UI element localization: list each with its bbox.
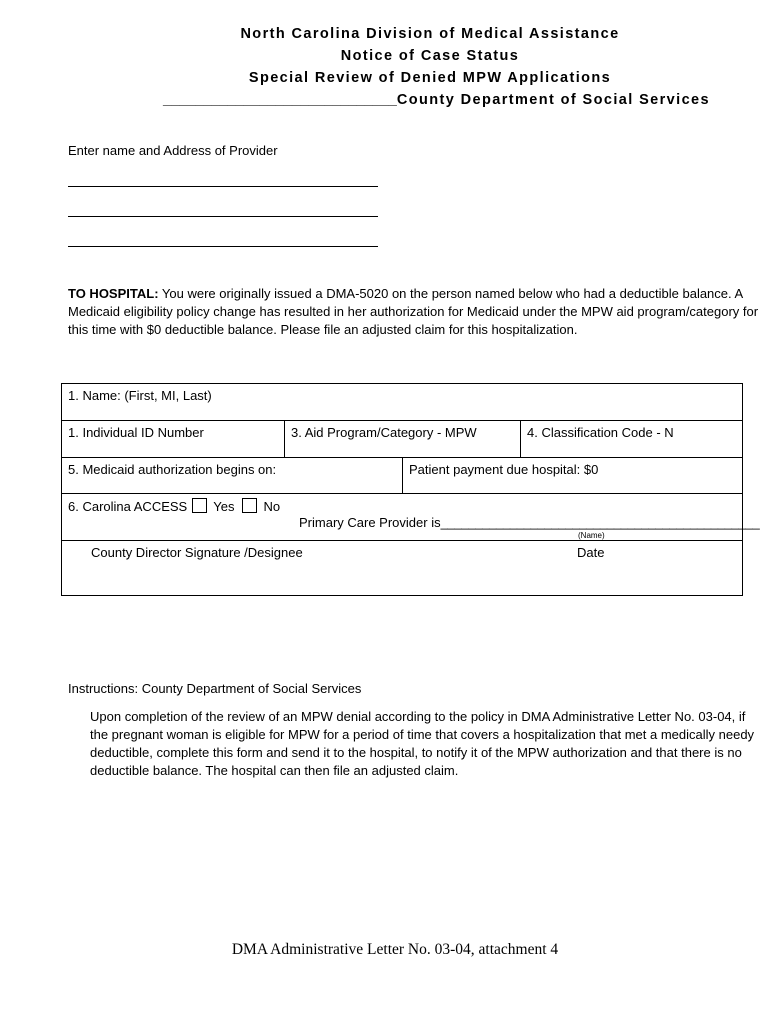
instructions-line-1: Upon completion of the review of an MPW denial according to the policy in DMA Administrative Letter No. 03-04, if xyxy=(90,709,746,724)
county-dss-text: County Department of Social Services xyxy=(396,92,710,108)
signature-field[interactable] xyxy=(61,540,743,596)
to-hospital-heading: TO HOSPITAL: xyxy=(68,286,159,301)
county-blank-line[interactable]: _____________________________ xyxy=(163,92,397,108)
signature-label: County Director Signature /Designee xyxy=(91,545,303,560)
name-label: 1. Name: (First, MI, Last) xyxy=(68,388,212,403)
provider-line-2[interactable] xyxy=(68,216,378,217)
instructions-line-4: deductible balance. The hospital can then file an adjusted claim. xyxy=(90,763,459,778)
title-division: North Carolina Division of Medical Assistance xyxy=(240,26,620,42)
instructions-line-2: the pregnant woman is eligible for MPW for a period of time that covers a hospitalization that met a medically needy xyxy=(90,727,755,742)
authorization-label: 5. Medicaid authorization begins on: xyxy=(68,462,277,477)
title-special-review: Special Review of Denied MPW Applications xyxy=(248,70,612,86)
instructions-paragraph xyxy=(90,708,755,780)
patient-payment-field xyxy=(402,457,743,494)
name-caption: (Name) xyxy=(578,531,605,540)
classification-code-label: 4. Classification Code - N xyxy=(527,425,674,440)
no-label: No xyxy=(263,499,281,514)
name-field[interactable] xyxy=(61,383,743,421)
to-hospital-paragraph xyxy=(68,285,759,339)
aid-program-label: 3. Aid Program/Category - MPW xyxy=(291,425,477,440)
provider-line-3[interactable] xyxy=(68,246,378,247)
pcp-name-input[interactable]: ______________________________________________ xyxy=(440,515,760,530)
provider-label: Enter name and Address of Provider xyxy=(68,143,278,158)
to-hospital-line-2: Medicaid eligibility policy change has resulted in her authorization for Medicaid under the MPW aid program/category for xyxy=(68,304,759,319)
carolina-access-label: 6. Carolina ACCESS xyxy=(68,499,188,514)
classification-code-field[interactable] xyxy=(520,420,743,458)
authorization-date-field[interactable] xyxy=(61,457,403,494)
title-notice: Notice of Case Status xyxy=(340,48,520,64)
yes-label: Yes xyxy=(213,499,235,514)
footer-reference: DMA Administrative Letter No. 03-04, attachment 4 xyxy=(231,941,559,958)
title-county-dss xyxy=(163,92,710,108)
to-hospital-line-1: You were originally issued a DMA-5020 on the person named below who had a deductible balance. A xyxy=(158,286,744,301)
yes-checkbox[interactable] xyxy=(192,498,207,513)
date-label: Date xyxy=(577,545,605,560)
carolina-access-row xyxy=(61,493,760,541)
to-hospital-line-3: this time with $0 deductible balance. Please file an adjusted claim for this hospitalization. xyxy=(68,322,578,337)
individual-id-field[interactable] xyxy=(61,420,285,458)
aid-program-field[interactable] xyxy=(284,420,521,458)
provider-line-1[interactable] xyxy=(68,186,378,187)
no-checkbox[interactable] xyxy=(242,498,257,513)
pcp-label: Primary Care Provider is xyxy=(299,515,441,530)
patient-payment-label: Patient payment due hospital: $0 xyxy=(409,462,599,477)
instructions-heading: Instructions: County Department of Social Services xyxy=(68,681,362,696)
pcp-row xyxy=(299,515,759,530)
individual-id-label: 1. Individual ID Number xyxy=(68,425,204,440)
instructions-line-3: deductible, complete this form and send it to the hospital, to notify it of the MPW authorization and that there is no xyxy=(90,745,742,760)
